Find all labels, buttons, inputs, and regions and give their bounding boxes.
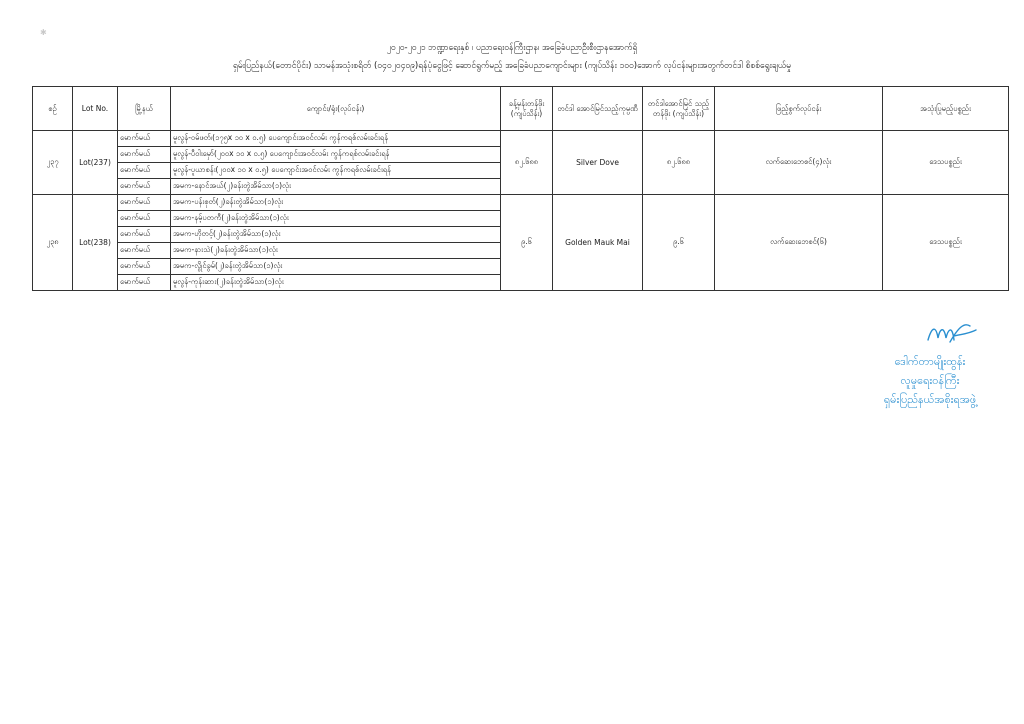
col-header-estimate: ခန့်မှန်းတန်ဖိုး (ကျပ်သိန်း)	[501, 87, 553, 131]
tender-table	[32, 86, 1009, 291]
cell-township: မောက်မယ်	[118, 163, 171, 179]
cell-lot: Lot(237)	[73, 131, 118, 195]
header-line-1: ၂၀၂၀-၂၀၂၁ ဘဏ္ဍာရေးနှစ် ၊ ပညာရေးဝန်ကြီးဌာန၊ အခြေခံပညာဦးစီးဌာနအောက်ရှိ	[386, 43, 638, 53]
cell-school: အမက-ပန်းစုတ်(၂)ခန်းတွဲအိမ်သာ(၁)လုံး	[171, 195, 501, 211]
document-header	[0, 42, 1024, 73]
cell-township: မောက်မယ်	[118, 195, 171, 211]
col-header-work: ဖြည့်စွက်လုပ်ငန်း	[715, 87, 883, 131]
cell-work: လက်ဆေးဘေစင်(၆)	[715, 195, 883, 291]
cell-school: မူလွန်-ဝမ်ဖတ်၊(၁၇၅x ၁၀ x ၀.၅) ပေကျောင်းအဝင်လမ်း ကွန်ကရစ်လမ်းခင်းရန်	[171, 131, 501, 147]
scan-mark: ✱	[40, 28, 47, 37]
cell-school: အမက-ဟိုတင့်(၂)ခန်းတွဲအိမ်သာ(၁)လုံး	[171, 227, 501, 243]
table-row	[33, 131, 1009, 147]
cell-township: မောက်မယ်	[118, 227, 171, 243]
signatory-title: လူမှုရေးဝန်ကြီး	[900, 374, 960, 387]
cell-school: အမက-နောင်အယ်(၂)ခန်းတွဲအိမ်သာ(၁)လုံး	[171, 179, 501, 195]
col-header-school: ကျောင်း/ရုံး(လုပ်ငန်း)	[171, 87, 501, 131]
cell-estimate: ၈၂.၆၈၈	[501, 131, 553, 195]
cell-township: မောက်မယ်	[118, 259, 171, 275]
cell-company: Silver Dove	[553, 131, 643, 195]
cell-school: မူလွန်-ပူယာစန်း(၂၀၀x ၁၀ x ၀.၅) ပေကျောင်းအဝင်လမ်း ကွန်ကရစ်လမ်းခင်းရန်	[171, 163, 501, 179]
cell-township: မောက်မယ်	[118, 131, 171, 147]
table-header-row	[33, 87, 1009, 131]
cell-award: ၈၂.၆၈၈	[643, 131, 715, 195]
cell-township: မောက်မယ်	[118, 243, 171, 259]
cell-remarks: ဒေသပစ္စည်း	[883, 131, 1009, 195]
cell-no: ၂၃၈	[33, 195, 73, 291]
cell-school: မူလွန်-ကုန်းဆား(၂)ခန်းတွဲအိမ်သာ(၁)လုံး	[171, 275, 501, 291]
cell-estimate: ၉.၆	[501, 195, 553, 291]
cell-remarks: ဒေသပစ္စည်း	[883, 195, 1009, 291]
cell-school: အမက-နမ့်ပတကီ(၂)ခန်းတွဲအိမ်သာ(၁)လုံး	[171, 211, 501, 227]
cell-no: ၂၃၇	[33, 131, 73, 195]
cell-township: မောက်မယ်	[118, 275, 171, 291]
cell-company: Golden Mauk Mai	[553, 195, 643, 291]
col-header-township: မြို့နယ်	[118, 87, 171, 131]
cell-school: မူလွန်-ပီဝါးမှော်(၂၀၀x ၁၀ x ၀.၅) ပေကျောင်းအဝင်လမ်း ကွန်ကရစ်လမ်းခင်းရန်	[171, 147, 501, 163]
cell-school: အမက-လွိုင်ခွမ်(၂)ခန်းတွဲအိမ်သာ(၁)လုံး	[171, 259, 501, 275]
header-line-2: ရှမ်းပြည်နယ်(တောင်ပိုင်း) သာမန်အသုံးစရိတ် (၀၄၀၂၀၄၀၉)ရန်ပုံငွေဖြင့် ဆောင်ရွက်မည့် အခြေခံပညာကျောင်းများ (ကျပ်သိန်း ၁၀၀)အောက် လုပ်ငန်းများအတွက်တင်ဒါ စိစစ်ရွေးချယ်မှု	[232, 61, 792, 71]
cell-lot: Lot(238)	[73, 195, 118, 291]
cell-school: အမက-နားသဲ(၂)ခန်းတွဲအိမ်သာ(၁)လုံး	[171, 243, 501, 259]
col-header-no: စဉ်	[33, 87, 73, 131]
signature-block	[845, 318, 1015, 409]
cell-award: ၉.၆	[643, 195, 715, 291]
cell-township: မောက်မယ်	[118, 147, 171, 163]
cell-township: မောက်မယ်	[118, 179, 171, 195]
col-header-remarks: အသုံးပြုမည့်ပစ္စည်း	[883, 87, 1009, 131]
signatory-org: ရှမ်းပြည်နယ်အစိုးရအဖွဲ့	[883, 393, 977, 406]
table-row	[33, 195, 1009, 211]
signatory-name: ဒေါက်တာမျိုးထွန်း	[894, 355, 966, 368]
cell-township: မောက်မယ်	[118, 211, 171, 227]
signature-mark	[920, 318, 980, 348]
cell-work: လက်ဆေးဘေစင်(၄)လုံး	[715, 131, 883, 195]
col-header-company: တင်ဒါ အောင်မြင်သည့်ကုမ္ပဏီ	[553, 87, 643, 131]
col-header-lot: Lot No.	[73, 87, 118, 131]
col-header-award: တင်ဒါအောင်မြင် သည့်တန်ဖိုး (ကျပ်သိန်း)	[643, 87, 715, 131]
